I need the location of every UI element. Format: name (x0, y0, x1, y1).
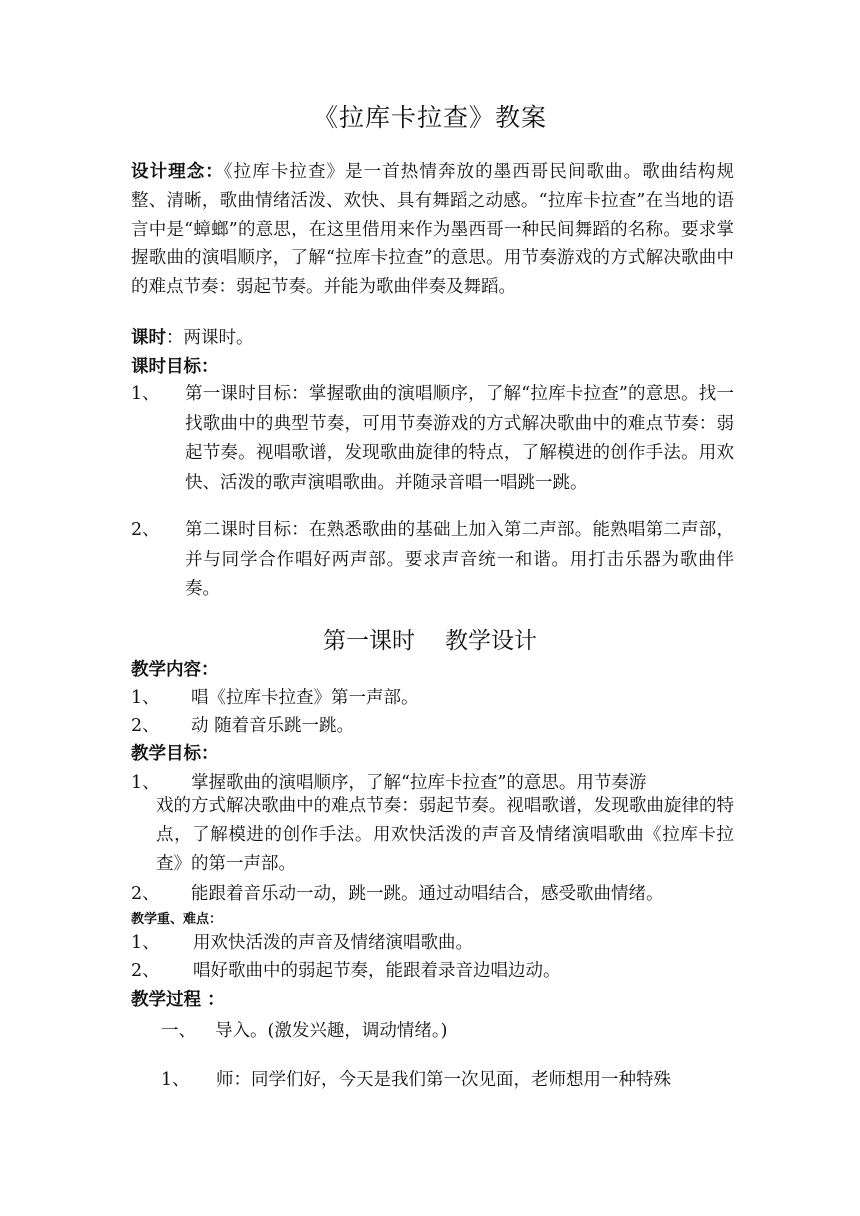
content-number: 2、 (131, 716, 160, 736)
goal-text: 第二课时目标：在熟悉歌曲的基础上加入第二声部。能熟唱第二声部，并与同学合作唱好两声部。要求声音统一和谐。用打击乐器为歌曲伴奏。 (185, 520, 734, 599)
section-heading (0, 622, 860, 655)
class-goals-label: 课时目标： (131, 357, 219, 377)
design-concept-label: 设计理念： (131, 162, 224, 182)
class-hours-line (131, 324, 254, 352)
substep-text: 师：同学们好，今天是我们第一次见面，老师想用一种特殊 (216, 1070, 671, 1090)
goal-item-1 (131, 380, 734, 530)
teaching-content-label: 教学内容： (131, 660, 219, 680)
content-text: 动 随着音乐跳一跳。 (191, 716, 355, 736)
key-text: 用欢快活泼的声音及情绪演唱歌曲。 (193, 933, 473, 953)
aim-text-first: 掌握歌曲的演唱顺序，了解“拉库卡拉查”的意思。用节奏游 (191, 773, 647, 793)
design-concept-paragraph (131, 158, 734, 302)
design-concept-text: 《拉库卡拉查》是一首热情奔放的墨西哥民间歌曲。歌曲结构规整、清晰，歌曲情绪活泼、欢快、具有舞蹈之动感。“拉库卡拉查”在当地的语言中是“蟑螂”的意思，在这里借用来作为墨西哥一种民间舞蹈的名称。要求掌握歌曲的演唱顺序，了解“拉库卡拉查”的意思。用节奏游戏的方式解决歌曲中的难点节奏：弱起节奏。并能为歌曲伴奏及舞蹈。 (131, 162, 735, 298)
aim-number: 2、 (131, 884, 160, 904)
section-heading-part-2: 教学设计 (445, 628, 537, 654)
key-text: 唱好歌曲中的弱起节奏，能跟着录音边唱边动。 (193, 961, 561, 981)
aim-text-rest: 戏的方式解决歌曲中的难点节奏：弱起节奏。视唱歌谱，发现歌曲旋律的特点，了解模进的创作手法。用欢快活泼的声音及情绪演唱歌曲《拉库卡拉查》的第一声部。 (156, 796, 734, 874)
goal-text: 第一课时目标：掌握歌曲的演唱顺序，了解“拉库卡拉查”的意思。找一找歌曲中的典型节奏，可用节奏游戏的方式解决歌曲中的难点节奏：弱起节奏。视唱歌谱，发现歌曲旋律的特点，了解模进的创作手法。用欢快、活泼的歌声演唱歌曲。并随录音唱一唱跳一跳。 (185, 384, 734, 493)
content-number: 1、 (131, 688, 160, 708)
step-text: 导入。(激发兴趣，调动情绪。) (215, 1021, 448, 1041)
goal-item-2 (131, 516, 734, 606)
aim-number: 1、 (131, 773, 160, 793)
goal-number: 2、 (131, 520, 160, 540)
content-text: 唱《拉库卡拉查》第一声部。 (191, 688, 419, 708)
class-hours-label: 课时 (131, 328, 166, 348)
teaching-aims-label: 教学目标： (131, 744, 219, 764)
class-hours-text: ：两课时。 (166, 328, 254, 348)
section-heading-part-1: 第一课时 (323, 628, 415, 654)
aim-text-first: 能跟着音乐动一动，跳一跳。通过动唱结合，感受歌曲情绪。 (191, 884, 664, 904)
key-number: 1、 (131, 933, 160, 953)
substep-number: 1、 (161, 1070, 190, 1090)
step-number: 一、 (161, 1021, 196, 1041)
key-number: 2、 (131, 961, 160, 981)
goal-number: 1、 (131, 384, 160, 404)
teaching-process-label: 教学过程 ： (131, 990, 225, 1010)
document-title: 《拉库卡拉查》教案 (312, 103, 547, 132)
key-points-label: 教学重、难点： (131, 912, 223, 927)
